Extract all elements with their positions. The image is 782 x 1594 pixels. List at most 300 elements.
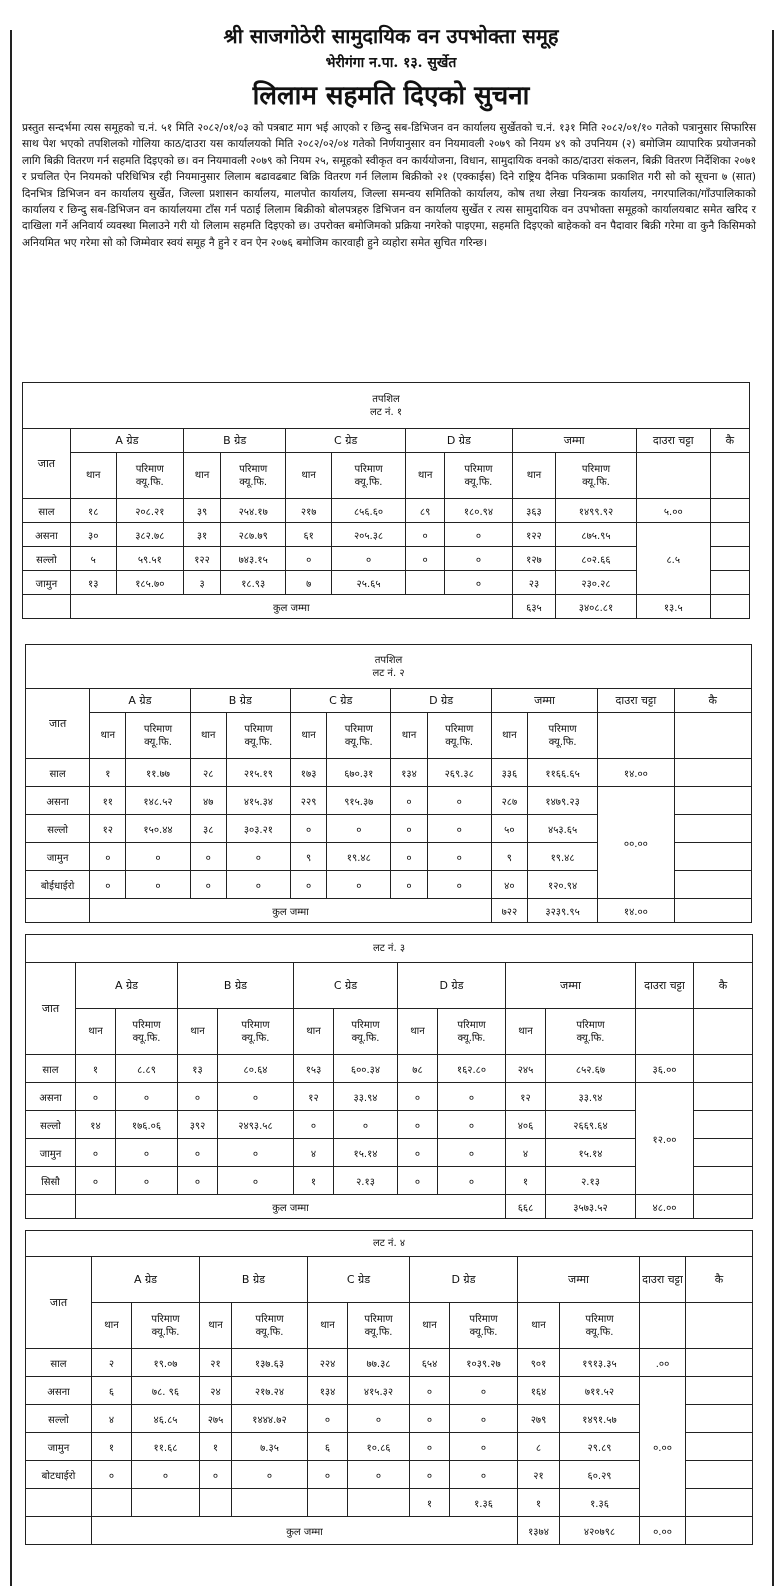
grand-total-label: कुल जम्मा xyxy=(92,1517,518,1545)
quantity-cell: १८०.९४ xyxy=(445,499,512,523)
remarks-header: कै xyxy=(674,689,751,713)
quantity-cell: ६०.२९ xyxy=(560,1461,640,1489)
count-cell: ४ xyxy=(294,1139,334,1167)
count-cell: ० xyxy=(410,1433,450,1461)
quantity-cell: १०३९.२७ xyxy=(450,1349,518,1377)
quantity-cell: १४९१.५७ xyxy=(560,1405,640,1433)
count-cell: २२४ xyxy=(308,1349,348,1377)
count-cell: ० xyxy=(291,815,327,843)
remarks-cell xyxy=(694,1083,753,1111)
quantity-header: परिमाण क्यू.फि. xyxy=(438,1009,506,1055)
quantity-cell: ० xyxy=(438,1111,506,1139)
grade-header-a: A ग्रेड xyxy=(76,963,178,1009)
remarks-cell xyxy=(710,547,749,571)
grand-total-firewood: १४.०० xyxy=(598,899,674,923)
count-cell: ० xyxy=(406,547,445,571)
count-cell: ४० xyxy=(491,871,527,899)
total-row xyxy=(26,899,752,923)
quantity-cell: १५०.४४ xyxy=(126,815,190,843)
count-cell: ० xyxy=(398,1083,438,1111)
notice-title: लिलाम सहमति दिएको सुचना xyxy=(252,81,530,111)
species-name: असना xyxy=(23,523,71,547)
species-name: जामुन xyxy=(26,1433,92,1461)
count-cell: ७८ xyxy=(398,1055,438,1083)
count-header: थान xyxy=(491,713,527,759)
quantity-header: परिमाण क्यू.फि. xyxy=(116,453,183,499)
count-cell: ३९ xyxy=(184,499,221,523)
quantity-cell: ० xyxy=(427,871,491,899)
quantity-cell: १.३६ xyxy=(560,1489,640,1517)
table-row xyxy=(23,499,750,523)
grand-total-quantity: ३५७३.५२ xyxy=(546,1195,636,1219)
grade-header-d: D ग्रेड xyxy=(391,689,491,713)
grade-header-a: A ग्रेड xyxy=(90,689,190,713)
count-cell: ० xyxy=(190,871,226,899)
quantity-cell: ० xyxy=(332,547,406,571)
quantity-cell: ८७५.९५ xyxy=(556,523,637,547)
count-cell: ० xyxy=(410,1405,450,1433)
species-name: सिसौ xyxy=(26,1167,76,1195)
quantity-cell: ० xyxy=(218,1083,294,1111)
count-header: थान xyxy=(308,1303,348,1349)
count-cell: ९०१ xyxy=(518,1349,560,1377)
grade-header-b: B ग्रेड xyxy=(190,689,290,713)
lot-caption xyxy=(26,1231,753,1257)
quantity-cell: ० xyxy=(450,1377,518,1405)
remarks-header: कै xyxy=(694,963,753,1009)
count-cell: २४५ xyxy=(506,1055,546,1083)
table-row xyxy=(26,1055,753,1083)
count-header: थान xyxy=(76,1009,116,1055)
firewood-stack-header: दाउरा चट्टा xyxy=(640,1257,686,1303)
count-cell: १२७ xyxy=(512,547,556,571)
count-cell: ३१ xyxy=(184,523,221,547)
quantity-cell: २०५.३८ xyxy=(332,523,406,547)
firewood-stack-subheader xyxy=(636,1009,694,1055)
remarks-cell xyxy=(686,1461,753,1489)
quantity-cell: ० xyxy=(348,1405,410,1433)
quantity-cell: ० xyxy=(116,1083,178,1111)
quantity-cell: ७७.३८ xyxy=(348,1349,410,1377)
lot-number-label: लट नं. ४ xyxy=(372,1238,406,1249)
count-cell: १ xyxy=(518,1489,560,1517)
count-cell: ० xyxy=(76,1083,116,1111)
count-cell: १२ xyxy=(294,1083,334,1111)
count-cell: १३४ xyxy=(391,759,427,787)
count-cell: १५३ xyxy=(294,1055,334,1083)
count-cell: ५ xyxy=(70,547,116,571)
quantity-cell: ० xyxy=(226,843,290,871)
count-cell: ० xyxy=(410,1377,450,1405)
count-header: थान xyxy=(410,1303,450,1349)
quantity-cell: ८०२.६६ xyxy=(556,547,637,571)
species-header: जात xyxy=(26,963,76,1055)
quantity-header: परिमाण क्यू.फि. xyxy=(226,713,290,759)
count-cell: ८ xyxy=(518,1433,560,1461)
count-cell: ० xyxy=(90,871,126,899)
quantity-cell: ० xyxy=(126,843,190,871)
species-name: जामुन xyxy=(26,843,90,871)
quantity-cell: ११.६८ xyxy=(132,1433,200,1461)
count-header: थान xyxy=(92,1303,132,1349)
total-row xyxy=(26,1517,753,1545)
grand-total-remarks xyxy=(686,1517,753,1545)
quantity-cell: ८५६.६० xyxy=(332,499,406,523)
quantity-cell: ६७०.३१ xyxy=(327,759,391,787)
quantity-cell: ० xyxy=(427,787,491,815)
count-cell: १७३ xyxy=(291,759,327,787)
quantity-header: परिमाण क्यू.फि. xyxy=(116,1009,178,1055)
count-cell xyxy=(92,1489,132,1517)
remarks-cell xyxy=(694,1055,753,1083)
species-name: साल xyxy=(23,499,71,523)
count-cell: ११ xyxy=(90,787,126,815)
count-cell: १२ xyxy=(90,815,126,843)
quantity-header: परिमाण क्यू.फि. xyxy=(427,713,491,759)
quantity-cell: २५४.१७ xyxy=(221,499,286,523)
species-name: सल्लो xyxy=(26,815,90,843)
count-header: थान xyxy=(406,453,445,499)
quantity-cell: १.३६ xyxy=(450,1489,518,1517)
quantity-cell: १५.१४ xyxy=(334,1139,398,1167)
lot-number-label: लट नं. १ xyxy=(369,406,403,418)
species-name: बोटधाईरो xyxy=(26,1461,92,1489)
grand-total-quantity: ४२०७९८ xyxy=(560,1517,640,1545)
total-header: जम्मा xyxy=(506,963,636,1009)
quantity-cell: ० xyxy=(232,1461,308,1489)
quantity-cell: ० xyxy=(116,1167,178,1195)
quantity-cell: ११.७७ xyxy=(126,759,190,787)
quantity-cell: २९.८९ xyxy=(560,1433,640,1461)
grade-header-b: B ग्रेड xyxy=(178,963,294,1009)
grand-total-count: ६३५ xyxy=(512,595,556,619)
quantity-cell: ० xyxy=(348,1461,410,1489)
count-cell: १ xyxy=(92,1433,132,1461)
grade-header-b: B ग्रेड xyxy=(184,429,286,453)
quantity-header: परिमाण क्यू.फि. xyxy=(218,1009,294,1055)
count-cell: ० xyxy=(308,1461,348,1489)
lot-caption xyxy=(23,383,750,429)
quantity-cell: ३०३.२१ xyxy=(226,815,290,843)
count-cell: १२२ xyxy=(512,523,556,547)
count-header: थान xyxy=(286,453,332,499)
quantity-cell: १४४४.७२ xyxy=(232,1405,308,1433)
lot-caption xyxy=(26,935,753,963)
tapshil-label: तपशिल xyxy=(374,654,403,666)
quantity-header: परिमाण क्यू.फि. xyxy=(334,1009,398,1055)
species-name: साल xyxy=(26,1055,76,1083)
quantity-cell: २१७.२४ xyxy=(232,1377,308,1405)
species-name: बोईधाईरो xyxy=(26,871,90,899)
lot-number-label: लट नं. २ xyxy=(372,667,405,679)
remarks-cell xyxy=(710,523,749,547)
count-cell: ० xyxy=(76,1139,116,1167)
species-name: साल xyxy=(26,1349,92,1377)
total-row-blank xyxy=(23,595,71,619)
count-cell: २२९ xyxy=(291,787,327,815)
count-cell: १ xyxy=(294,1167,334,1195)
firewood-stack-subheader xyxy=(640,1303,686,1349)
firewood-stack-header: दाउरा चट्टा xyxy=(636,963,694,1009)
count-cell: ० xyxy=(398,1139,438,1167)
total-row-blank xyxy=(26,899,90,923)
left-border-line xyxy=(10,30,12,1586)
grand-total-quantity: ३२३९.९५ xyxy=(527,899,597,923)
count-cell: ६१ xyxy=(286,523,332,547)
count-cell: १ xyxy=(506,1167,546,1195)
table-row xyxy=(23,523,750,547)
quantity-header: परिमाण क्यू.फि. xyxy=(332,453,406,499)
quantity-cell: ११६६.६५ xyxy=(527,759,597,787)
quantity-cell: ० xyxy=(450,1405,518,1433)
quantity-cell: ० xyxy=(438,1167,506,1195)
quantity-cell: ० xyxy=(427,843,491,871)
total-row-blank xyxy=(26,1195,76,1219)
table-row xyxy=(26,759,752,787)
remarks-cell xyxy=(694,1139,753,1167)
count-header: थान xyxy=(291,713,327,759)
quantity-cell: २६९.३८ xyxy=(427,759,491,787)
quantity-cell: ० xyxy=(226,871,290,899)
total-header: जम्मा xyxy=(512,429,636,453)
count-cell: ० xyxy=(398,1111,438,1139)
grand-total-firewood: १३.५ xyxy=(636,595,710,619)
count-cell: ० xyxy=(391,871,427,899)
count-cell: ० xyxy=(391,815,427,843)
count-cell: ० xyxy=(391,843,427,871)
count-cell: १२२ xyxy=(184,547,221,571)
count-cell: २७५ xyxy=(200,1405,232,1433)
count-cell: ३० xyxy=(70,523,116,547)
species-name: साल xyxy=(26,759,90,787)
lot-caption xyxy=(26,645,752,689)
firewood-stack-subheader xyxy=(598,713,674,759)
total-row xyxy=(26,1195,753,1219)
firewood-stack-subheader xyxy=(636,453,710,499)
quantity-cell xyxy=(232,1489,308,1517)
quantity-cell: २१५.१९ xyxy=(226,759,290,787)
grade-header-b: B ग्रेड xyxy=(200,1257,308,1303)
count-cell: ३६३ xyxy=(512,499,556,523)
quantity-cell: ८०.६४ xyxy=(218,1055,294,1083)
quantity-cell: १४७९.२३ xyxy=(527,787,597,815)
count-cell: ४०६ xyxy=(506,1111,546,1139)
quantity-cell: ४१५.३४ xyxy=(226,787,290,815)
quantity-cell: १३७.६३ xyxy=(232,1349,308,1377)
quantity-cell: २०८.२१ xyxy=(116,499,183,523)
quantity-cell: ८.८९ xyxy=(116,1055,178,1083)
species-header: जात xyxy=(26,689,90,759)
notice-header xyxy=(0,22,782,112)
total-row-blank xyxy=(26,1517,92,1545)
count-cell: २३ xyxy=(512,571,556,595)
quantity-cell: १९१३.३५ xyxy=(560,1349,640,1377)
count-cell: १६४ xyxy=(518,1377,560,1405)
quantity-cell: ० xyxy=(445,523,512,547)
quantity-cell: १७६.०६ xyxy=(116,1111,178,1139)
grand-total-label: कुल जम्मा xyxy=(90,899,492,923)
firewood-stack-cell: १२.०० xyxy=(636,1083,694,1195)
remarks-cell xyxy=(710,571,749,595)
grade-header-d: D ग्रेड xyxy=(398,963,506,1009)
grand-total-count: ६६८ xyxy=(506,1195,546,1219)
quantity-cell: ० xyxy=(334,1111,398,1139)
grade-header-c: C ग्रेड xyxy=(291,689,391,713)
count-cell: ९ xyxy=(491,843,527,871)
grade-header-c: C ग्रेड xyxy=(286,429,406,453)
quantity-cell: ३३.९४ xyxy=(546,1083,636,1111)
count-cell: ० xyxy=(76,1167,116,1195)
remarks-subheader xyxy=(686,1303,753,1349)
count-cell: ३९२ xyxy=(178,1111,218,1139)
quantity-cell: ० xyxy=(132,1461,200,1489)
quantity-cell: ४१५.३२ xyxy=(348,1377,410,1405)
species-name: सल्लो xyxy=(23,547,71,571)
organization-name: श्री साजगोठेरी सामुदायिक वन उपभोक्ता समूह xyxy=(223,24,559,48)
count-cell: ३३६ xyxy=(491,759,527,787)
count-header: थान xyxy=(391,713,427,759)
count-header: थान xyxy=(294,1009,334,1055)
count-cell: ४ xyxy=(92,1405,132,1433)
grade-header-c: C ग्रेड xyxy=(294,963,398,1009)
quantity-cell: ७.३५ xyxy=(232,1433,308,1461)
count-cell: ० xyxy=(200,1461,232,1489)
quantity-cell: ० xyxy=(445,547,512,571)
quantity-cell: २३०.२८ xyxy=(556,571,637,595)
firewood-stack-cell: .०० xyxy=(640,1349,686,1377)
count-header: थान xyxy=(506,1009,546,1055)
quantity-cell: १९.०७ xyxy=(132,1349,200,1377)
firewood-stack-cell: १४.०० xyxy=(598,759,674,787)
quantity-cell: १४९९.९२ xyxy=(556,499,637,523)
quantity-cell: ० xyxy=(327,871,391,899)
species-header: जात xyxy=(23,429,71,499)
count-cell: ० xyxy=(178,1167,218,1195)
quantity-cell: ० xyxy=(445,571,512,595)
count-header: थान xyxy=(200,1303,232,1349)
quantity-header: परिमाण क्यू.फि. xyxy=(450,1303,518,1349)
quantity-cell: ० xyxy=(126,871,190,899)
count-cell: ० xyxy=(178,1139,218,1167)
total-row xyxy=(23,595,750,619)
remarks-header: कै xyxy=(686,1257,753,1303)
firewood-stack-cell: ००.०० xyxy=(598,787,674,899)
remarks-cell xyxy=(674,787,751,815)
firewood-stack-cell: ५.०० xyxy=(636,499,710,523)
count-header: थान xyxy=(184,453,221,499)
quantity-cell: १९.४८ xyxy=(527,843,597,871)
table-row xyxy=(26,1377,753,1405)
count-cell xyxy=(308,1489,348,1517)
count-cell: २४ xyxy=(200,1377,232,1405)
quantity-header: परिमाण क्यू.फि. xyxy=(327,713,391,759)
remarks-cell xyxy=(674,759,751,787)
count-cell: ० xyxy=(190,843,226,871)
grand-total-count: ७२२ xyxy=(491,899,527,923)
quantity-header: परिमाण क्यू.फि. xyxy=(556,453,637,499)
count-cell: ६ xyxy=(92,1377,132,1405)
grade-header-d: D ग्रेड xyxy=(410,1257,518,1303)
quantity-cell xyxy=(348,1489,410,1517)
count-header: थान xyxy=(512,453,556,499)
lot-table-4 xyxy=(25,1230,753,1545)
remarks-cell xyxy=(674,871,751,899)
count-cell: १२ xyxy=(506,1083,546,1111)
species-name: असना xyxy=(26,1377,92,1405)
species-name: असना xyxy=(26,1083,76,1111)
grand-total-remarks xyxy=(674,899,751,923)
remarks-subheader xyxy=(674,713,751,759)
grand-total-quantity: ३४०८.८१ xyxy=(556,595,637,619)
quantity-cell: ५९.५१ xyxy=(116,547,183,571)
quantity-cell: ० xyxy=(450,1433,518,1461)
quantity-cell: ० xyxy=(327,815,391,843)
count-cell: १ xyxy=(200,1433,232,1461)
table-row xyxy=(26,787,752,815)
count-cell: ९ xyxy=(291,843,327,871)
quantity-cell: ६००.३४ xyxy=(334,1055,398,1083)
count-cell: १ xyxy=(90,759,126,787)
table-row xyxy=(26,1083,753,1111)
remarks-cell xyxy=(686,1377,753,1405)
notice-body-text: प्रस्तुत सन्दर्भमा त्यस समूहको च.नं. ५१ मिति २०८२/०१/०३ को पत्रबाट माग भई आएको र छिन्दु सब-डिभिजन वन कार्यालय सुर्खेतको च.नं. १३१ मिति २०८२/०१/१० गतेको पत्रानुसार सिफारिस साथ पेश भएको तपशिलको गोलिया काठ/दाउरा यस कार्यालयको मिति २०८२/०२/०४ गतेको निर्णयानुसार वन नियमावली २०७९ को नियम ४९ को उपनियम (२) बमोजिम व्यापारिक प्रयोजनको लागि बिक्री वितरण गर्न सहमति दिइएको छ। वन नियमावली २०७९ को नियम २५, समूहको स्वीकृत वन कार्ययोजना, विधान, सामुदायिक वनको काठ/दाउरा संकलन, बिक्री वितरण निर्देशिका २०७१ र प्रचलित ऐन नियमको परिधिभित्र रही नियमानुसार लिलाम बढावढबाट बिक्रि वितरण गर्न लिलाम बिक्रीको २१ (एक्काईस) दिने राष्ट्रिय दैनिक पत्रिकामा प्रकाशित गरी सो को सूचना ७ (सात) दिनभित्र डिभिजन वन कार्यालय सुर्खेत, जिल्ला प्रशासन कार्यालय, मालपोत कार्यालय, जिल्ला समन्वय समितिको कार्यालय, कोष तथा लेखा नियन्त्रक कार्यालय, नगरपालिका/गाँउपालिकाको कार्यालय र छिन्दु सब-डिभिजन वन कार्यालयमा टाँस गर्न पठाई लिलाम बिक्रीको बोलपत्रहरु डिभिजन वन कार्यालय सुर्खेत र त्यस सामुदायिक वन उपभोक्ता समूहको कार्यालयबाट समेत खरिद र दाखिला गर्ने अनिवार्य व्यवस्था मिलाउने गरी यो लिलाम सहमति दिइएको छ। उपरोक्त बमोजिमको प्रक्रिया नगरेको पाइएमा, सहमति दिइएको बाहेकको वन पैदावार बिक्री गरेमा वा कुनै किसिमको अनियमित भए गरेमा सो को जिम्मेवार स्वयं समूह नै हुने र वन ऐन २०७६ बमोजिम कारवाही हुने व्यहोरा समेत सुचित गरिन्छ। xyxy=(22,122,756,249)
firewood-stack-header: दाउरा चट्टा xyxy=(636,429,710,453)
quantity-cell: ४५३.६५ xyxy=(527,815,597,843)
count-cell: ० xyxy=(291,871,327,899)
quantity-cell: ७११.५२ xyxy=(560,1377,640,1405)
count-header: थान xyxy=(398,1009,438,1055)
count-cell: ० xyxy=(406,523,445,547)
total-header: जम्मा xyxy=(491,689,597,713)
quantity-cell: १४८.५२ xyxy=(126,787,190,815)
lot-number-label: लट नं. ३ xyxy=(372,943,406,954)
count-cell: ० xyxy=(178,1083,218,1111)
quantity-cell: ९१५.३७ xyxy=(327,787,391,815)
count-cell: १ xyxy=(410,1489,450,1517)
count-cell: २ xyxy=(92,1349,132,1377)
quantity-cell: ० xyxy=(218,1167,294,1195)
quantity-header: परिमाण क्यू.फि. xyxy=(348,1303,410,1349)
quantity-cell: ० xyxy=(218,1139,294,1167)
count-cell: १३४ xyxy=(308,1377,348,1405)
count-cell: ६ xyxy=(308,1433,348,1461)
quantity-header: परिमाण क्यू.फि. xyxy=(126,713,190,759)
remarks-cell xyxy=(694,1111,753,1139)
grade-header-d: D ग्रेड xyxy=(406,429,513,453)
quantity-cell: २८७.७९ xyxy=(221,523,286,547)
grade-header-c: C ग्रेड xyxy=(308,1257,410,1303)
grade-header-a: A ग्रेड xyxy=(92,1257,200,1303)
count-header: थान xyxy=(518,1303,560,1349)
grand-total-remarks xyxy=(694,1195,753,1219)
count-cell: ० xyxy=(294,1111,334,1139)
quantity-header: परिमाण क्यू.फि. xyxy=(221,453,286,499)
count-header: थान xyxy=(90,713,126,759)
remarks-cell xyxy=(710,499,749,523)
total-header: जम्मा xyxy=(518,1257,640,1303)
count-cell: २१७ xyxy=(286,499,332,523)
quantity-cell: ७४३.१५ xyxy=(221,547,286,571)
quantity-cell: ७८. ९६ xyxy=(132,1377,200,1405)
quantity-cell: १८५.७० xyxy=(116,571,183,595)
count-cell: ० xyxy=(398,1167,438,1195)
count-cell: ० xyxy=(308,1405,348,1433)
organization-address: भेरीगंगा न.पा. १३. सुर्खेत xyxy=(325,55,457,71)
count-cell: ० xyxy=(92,1461,132,1489)
quantity-cell: २.१३ xyxy=(334,1167,398,1195)
quantity-cell: ० xyxy=(450,1461,518,1489)
quantity-header: परिमाण क्यू.फि. xyxy=(232,1303,308,1349)
